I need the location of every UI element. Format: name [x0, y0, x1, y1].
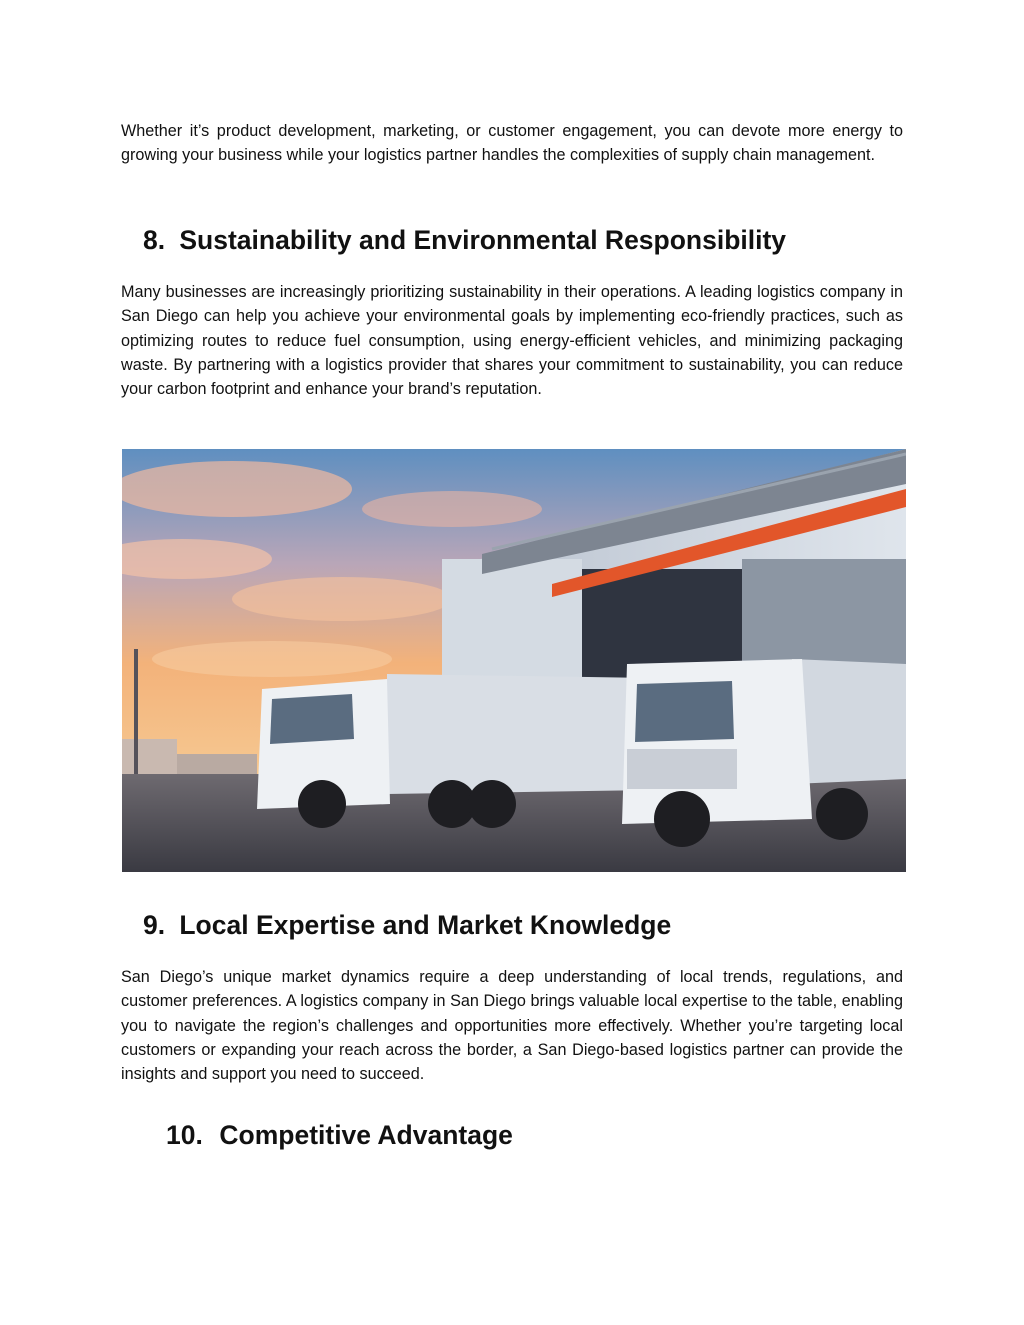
- section-9-number: 9.: [143, 910, 166, 940]
- section-8-number: 8.: [143, 225, 166, 255]
- section-9-title: Local Expertise and Market Knowledge: [179, 910, 672, 940]
- section-10-heading: [166, 1119, 513, 1151]
- sustainability-paragraph: Many businesses are increasingly prioritizing sustainability in their operations. A leading logistics company in San Diego can help you achieve your environmental goals by implementing eco-friendly practices, such as optimizing routes to reduce fuel consumption, using energy-efficient vehicles, and minimizing packaging waste. By partnering with a logistics provider that shares your commitment to sustainability, you can reduce your carbon footprint and enhance your brand’s reputation.: [121, 283, 903, 399]
- intro-paragraph: Whether it’s product development, marketing, or customer engagement, you can devote more energy to growing your business while your logistics partner handles the complexities of supply chain management.: [121, 122, 903, 165]
- section-8-title: Sustainability and Environmental Responsibility: [179, 225, 787, 255]
- section-10-title: Competitive Advantage: [219, 1120, 513, 1150]
- section-9-heading: [143, 909, 671, 941]
- photo-illustration: [122, 449, 906, 872]
- section-10-number: 10.: [166, 1120, 203, 1150]
- local-expertise-paragraph: San Diego’s unique market dynamics require a deep understanding of local trends, regulations, and customer preferences. A logistics company in San Diego brings valuable local expertise to the table, enabling you to navigate the region’s challenges and opportunities more effectively. Whether you’re targeting local customers or expanding your reach across the border, a San Diego-based logistics partner can provide the insights and support you need to succeed.: [121, 968, 903, 1084]
- trucks-warehouse-photo: [122, 449, 906, 872]
- section-8-heading: [143, 224, 786, 256]
